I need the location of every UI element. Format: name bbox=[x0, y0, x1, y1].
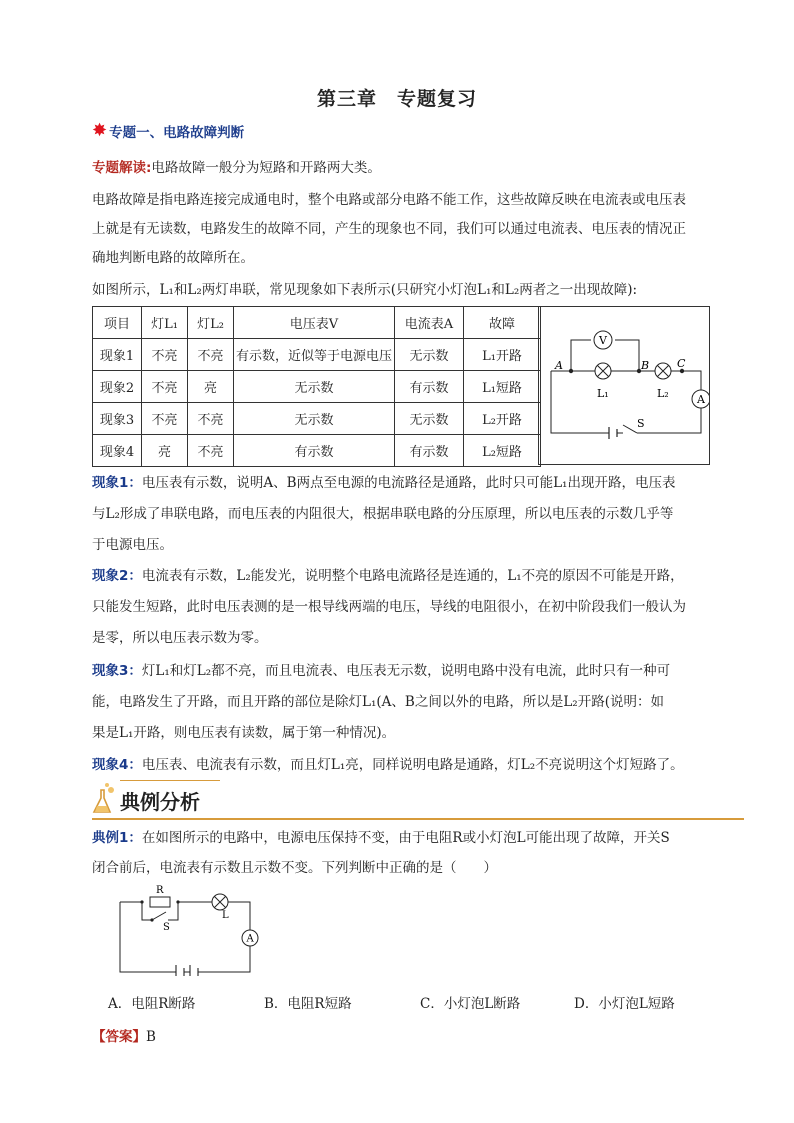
table-cell: 现象1 bbox=[93, 339, 142, 371]
table-cell: 有示数，近似等于电源电压 bbox=[234, 339, 395, 371]
table-header-cell: 故障 bbox=[464, 307, 541, 339]
lamp-l2-icon bbox=[655, 363, 671, 379]
explanation-line: 是零，所以电压表示数为零。 bbox=[92, 630, 268, 646]
page-title: 第三章 专题复习 bbox=[316, 88, 477, 110]
explanation-line: 能，电路发生了开路，而且开路的部位是除灯L₁(A、B之间以外的电路，所以是L₂开路(说明：如 bbox=[92, 694, 664, 710]
answer-line bbox=[92, 1025, 156, 1045]
table-cell: 有示数 bbox=[395, 371, 464, 403]
explanation-line: 现象3：灯L₁和灯L₂都不亮，而且电流表、电压表无示数，说明电路中没有电流，此时只有一种可 bbox=[92, 663, 671, 679]
table-cell: 无示数 bbox=[234, 403, 395, 435]
lamp-label: L₂ bbox=[657, 387, 669, 400]
battery-icon bbox=[176, 965, 198, 976]
switch-label: S bbox=[163, 922, 170, 933]
node-label: A bbox=[555, 359, 563, 372]
intro-label: 专题解读: bbox=[92, 160, 152, 176]
lamp-label: L bbox=[222, 910, 229, 921]
example-circuit-figure bbox=[112, 884, 262, 976]
table-cell: L₂短路 bbox=[464, 435, 541, 467]
table-row bbox=[93, 371, 541, 403]
table-cell: 有示数 bbox=[395, 435, 464, 467]
paragraph-line: 上就是有无读数，电路发生的故障不同，产生的现象也不同，我们可以通过电流表、电压表的情况正 bbox=[92, 221, 686, 237]
topic-heading bbox=[92, 121, 244, 141]
paragraph-line: 确地判断电路的故障所在。 bbox=[92, 250, 254, 266]
explanation-line: 现象1：电压表有示数，说明A、B两点至电源的电流路径是通路，此时只可能L₁出现开路，电压表 bbox=[92, 475, 676, 491]
example-label: 典例1： bbox=[92, 830, 142, 846]
table-header-cell: 项目 bbox=[93, 307, 142, 339]
table-cell: 无示数 bbox=[234, 371, 395, 403]
ammeter-symbol: A bbox=[697, 393, 705, 406]
topic-label: 专题一、电路故障判断 bbox=[109, 125, 245, 141]
explanation-line: 现象2：电流表有示数，L₂能发光，说明整个电路电流路径是连通的，L₁不亮的原因不可能是开路， bbox=[92, 568, 684, 584]
option-a[interactable]: A．电阻R断路 bbox=[108, 996, 196, 1012]
table-cell: 不亮 bbox=[142, 371, 188, 403]
table-cell: 现象3 bbox=[93, 403, 142, 435]
explanation-line: 果是L₁开路，则电压表有读数，属于第一种情况)。 bbox=[92, 725, 396, 741]
answer-value: B bbox=[146, 1029, 156, 1045]
table-cell: 不亮 bbox=[142, 339, 188, 371]
lamp-l1-icon bbox=[595, 363, 611, 379]
phenomena-table bbox=[92, 306, 541, 467]
table-cell: L₁开路 bbox=[464, 339, 541, 371]
option-d[interactable]: D．小灯泡L短路 bbox=[574, 996, 675, 1012]
table-cell: 亮 bbox=[142, 435, 188, 467]
explanation-label: 现象1： bbox=[92, 475, 142, 491]
table-row bbox=[93, 435, 541, 467]
explanation-line: 于电源电压。 bbox=[92, 537, 173, 553]
table-cell: 不亮 bbox=[188, 403, 234, 435]
option-c[interactable]: C．小灯泡L断路 bbox=[420, 996, 521, 1012]
lamp-label: L₁ bbox=[597, 387, 609, 400]
table-header-cell: 灯L₁ bbox=[142, 307, 188, 339]
table-header-cell: 电压表V bbox=[234, 307, 395, 339]
table-cell: 不亮 bbox=[142, 403, 188, 435]
explanation-label: 现象3： bbox=[92, 663, 142, 679]
section-title: 典例分析 bbox=[120, 790, 200, 814]
table-cell: L₁短路 bbox=[464, 371, 541, 403]
table-cell: 不亮 bbox=[188, 339, 234, 371]
explanation-line: 与L₂形成了串联电路，而电压表的内阻很大，根据串联电路的分压原理，所以电压表的示数几乎等 bbox=[92, 506, 674, 522]
resistor-label: R bbox=[156, 885, 164, 896]
intro-text: 电路故障一般分为短路和开路两大类。 bbox=[151, 160, 381, 176]
paragraph-line: 如图所示，L₁和L₂两灯串联，常见现象如下表所示(只研究小灯泡L₁和L₂两者之一出现故障): bbox=[92, 282, 638, 298]
explanation-line: 现象4：电压表、电流表有示数，而且灯L₁亮，同样说明电路是通路，灯L₂不亮说明这个灯短路了。 bbox=[92, 757, 684, 773]
paragraph-line: 电路故障是指电路连接完成通电时，整个电路或部分电路不能工作，这些故障反映在电流表或电压表 bbox=[92, 192, 686, 208]
ammeter-symbol: A bbox=[246, 933, 254, 945]
star-icon: ✸ bbox=[92, 120, 108, 141]
example-line: 闭合前后，电流表有示数且示数不变。下列判断中正确的是（ ） bbox=[92, 860, 497, 876]
battery-icon bbox=[609, 427, 617, 439]
table-cell: 无示数 bbox=[395, 403, 464, 435]
node-label: C bbox=[677, 357, 686, 370]
answer-label: 【答案】 bbox=[92, 1029, 146, 1045]
explanation-label: 现象2： bbox=[92, 568, 142, 584]
explanation-line: 只能发生短路，此时电压表测的是一根导线两端的电压，导线的电阻很小，在初中阶段我们一般认为 bbox=[92, 599, 686, 615]
node-label: B bbox=[641, 359, 650, 372]
table-cell: 有示数 bbox=[234, 435, 395, 467]
table-cell: 亮 bbox=[188, 371, 234, 403]
table-cell: L₂开路 bbox=[464, 403, 541, 435]
table-cell: 不亮 bbox=[188, 435, 234, 467]
voltmeter-symbol: V bbox=[599, 334, 607, 347]
option-b[interactable]: B．电阻R短路 bbox=[264, 996, 352, 1012]
table-cell: 现象2 bbox=[93, 371, 142, 403]
switch-icon bbox=[152, 912, 166, 920]
example-line: 典例1：在如图所示的电路中，电源电压保持不变，由于电阻R或小灯泡L可能出现了故障，开关S bbox=[92, 830, 670, 846]
intro-paragraph bbox=[92, 153, 708, 183]
table-header-row bbox=[93, 307, 541, 339]
switch-label: S bbox=[637, 417, 645, 430]
section-heading bbox=[92, 780, 744, 820]
table-cell: 现象4 bbox=[93, 435, 142, 467]
table-row bbox=[93, 403, 541, 435]
switch-icon bbox=[623, 425, 637, 433]
table-header-cell: 电流表A bbox=[395, 307, 464, 339]
table-row bbox=[93, 339, 541, 371]
table-header-cell: 灯L₂ bbox=[188, 307, 234, 339]
resistor-icon bbox=[150, 897, 170, 907]
explanation-label: 现象4： bbox=[92, 757, 142, 773]
lamp-icon bbox=[212, 894, 228, 910]
series-circuit-figure bbox=[538, 306, 710, 465]
flask-icon bbox=[92, 782, 118, 818]
table-cell: 无示数 bbox=[395, 339, 464, 371]
